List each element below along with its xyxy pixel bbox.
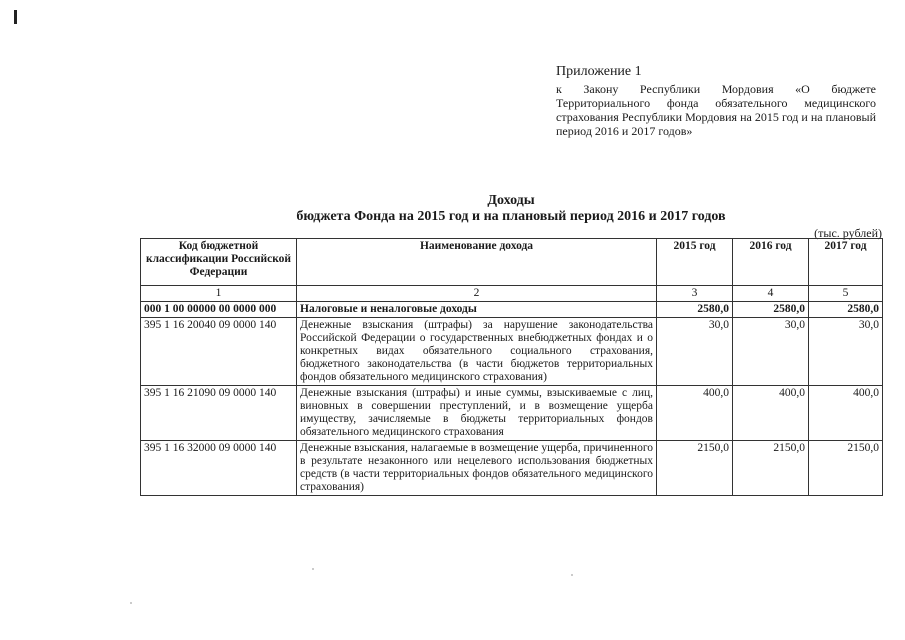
revenue-name-cell: Денежные взыскания (штрафы) и иные суммы, взыскиваемые с лиц, виновных в совершении преступлений, и в возмещение ущерба имуществу, зачисляемые в бюджеты территориальных фондов обязательного медицинского страхования xyxy=(297,386,657,441)
header-2016: 2016 год xyxy=(733,239,809,286)
column-number: 4 xyxy=(733,286,809,302)
scan-speck xyxy=(571,574,573,576)
revenue-name-cell: Налоговые и неналоговые доходы xyxy=(297,302,657,318)
appendix-note xyxy=(556,64,876,138)
column-number-row xyxy=(141,286,883,302)
document-subtitle: бюджета Фонда на 2015 год и на плановый период 2016 и 2017 годов xyxy=(296,209,726,224)
column-number: 2 xyxy=(297,286,657,302)
table-row xyxy=(141,441,883,496)
value-2017-cell: 400,0 xyxy=(809,386,883,441)
column-number: 1 xyxy=(141,286,297,302)
value-2016-cell: 2580,0 xyxy=(733,302,809,318)
table-row-total xyxy=(141,302,883,318)
revenue-table xyxy=(140,238,883,496)
value-2016-cell: 2150,0 xyxy=(733,441,809,496)
budget-code-cell: 395 1 16 20040 09 0000 140 xyxy=(141,318,297,386)
header-2017: 2017 год xyxy=(809,239,883,286)
value-2015-cell: 2580,0 xyxy=(657,302,733,318)
value-2015-cell: 30,0 xyxy=(657,318,733,386)
value-2017-cell: 2150,0 xyxy=(809,441,883,496)
table-row xyxy=(141,318,883,386)
scan-speck xyxy=(312,568,314,570)
budget-code-cell: 395 1 16 21090 09 0000 140 xyxy=(141,386,297,441)
column-number: 3 xyxy=(657,286,733,302)
header-2015: 2015 год xyxy=(657,239,733,286)
appendix-title: Приложение 1 xyxy=(556,64,642,79)
value-2015-cell: 2150,0 xyxy=(657,441,733,496)
value-2017-cell: 30,0 xyxy=(809,318,883,386)
value-2016-cell: 30,0 xyxy=(733,318,809,386)
scan-speck xyxy=(130,602,132,604)
value-2016-cell: 400,0 xyxy=(733,386,809,441)
revenue-name-cell: Денежные взыскания (штрафы) за нарушение законодательства Российской Федерации о государственных внебюджетных фондах и о конкретных видах обязательного социального страхования, бюджетного законодательства (в части бюджетов территориальных фондов обязательного медицинского страхования) xyxy=(297,318,657,386)
appendix-text: к Закону Республики Мордовия «О бюджете Территориального фонда обязательного медицинского страхования Республики Мордовия на 2015 год и на плановый период 2016 и 2017 годов» xyxy=(556,82,876,138)
header-code: Код бюджетной классификации Российской Федерации xyxy=(141,239,297,286)
value-2017-cell: 2580,0 xyxy=(809,302,883,318)
revenue-name-cell: Денежные взыскания, налагаемые в возмещение ущерба, причиненного в результате незаконного или нецелевого использования бюджетных средств (в части территориальных фондов обязательного медицинского страхования) xyxy=(297,441,657,496)
scan-edge-mark xyxy=(14,10,17,24)
budget-code-cell: 000 1 00 00000 00 0000 000 xyxy=(141,302,297,318)
table-header-row xyxy=(141,239,883,286)
value-2015-cell: 400,0 xyxy=(657,386,733,441)
header-name: Наименование дохода xyxy=(297,239,657,286)
column-number: 5 xyxy=(809,286,883,302)
document-heading xyxy=(140,193,882,225)
budget-code-cell: 395 1 16 32000 09 0000 140 xyxy=(141,441,297,496)
table-row xyxy=(141,386,883,441)
document-title: Доходы xyxy=(487,193,535,208)
units-label: (тыс. рублей) xyxy=(814,226,882,240)
